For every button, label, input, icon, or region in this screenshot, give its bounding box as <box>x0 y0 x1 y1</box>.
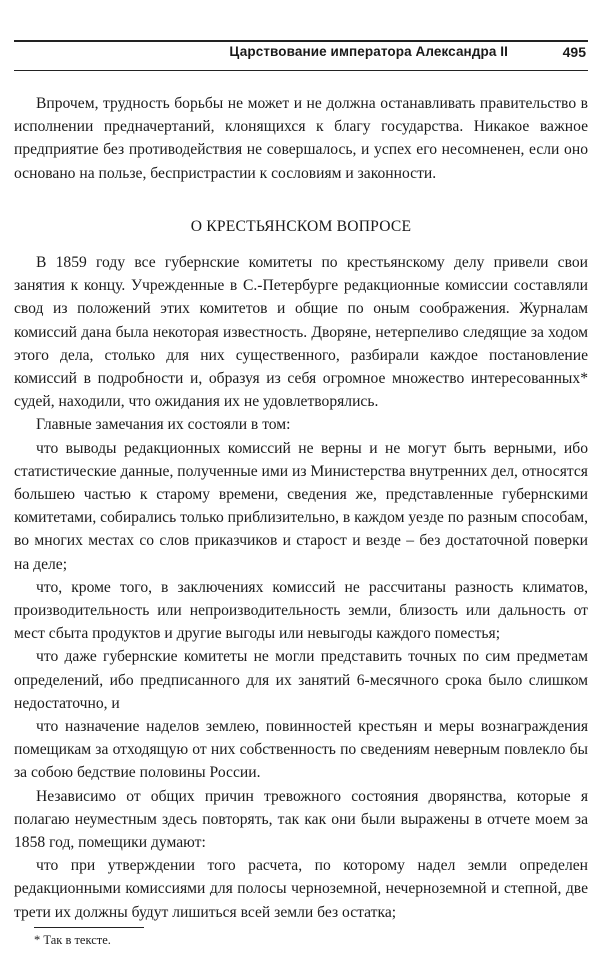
paragraph: что при утверждении того расчета, по которому надел земли определен редакционными комиссиями для полосы черноземной, нечерноземной и степной, две трети их должны будут лишиться всей земли без остатка; <box>14 857 588 921</box>
paragraph: Главные замечания их состояли в том: <box>36 416 291 434</box>
intro-block <box>14 92 588 185</box>
paragraph: что, кроме того, в заключениях комиссий не рассчитаны разность климатов, производительность или непроизводительность земли, близость или дальность от мест сбыта продуктов и другие выгоды или невыгоды каждого поместья; <box>14 578 588 643</box>
paragraph: что выводы редакционных комиссий не верны и не могут быть верными, ибо статистические данные, полученные ими из Министерства внутренних дел, относятся большею частью к старому времени, сведения же, представленные губернскими комитетами, собирались только приблизительно, в каждом уезде по разным способам, во многих местах со слов приказчиков и старост и везде – без достаточной поверки на деле; <box>14 439 589 573</box>
footnote: * Так в тексте. <box>34 933 111 947</box>
section-heading: О КРЕСТЬЯНСКОМ ВОПРОСЕ <box>190 218 412 235</box>
paragraph: что даже губернские комитеты не могли представить точных по сим предметам определений, ибо предписанного для их занятий 6-месячного срока было слишком недостаточно, и <box>14 648 588 712</box>
header-bottom-rule <box>14 70 588 71</box>
running-title: Царствование императора Александра II <box>229 44 508 59</box>
paragraph: В 1859 году все губернские комитеты по крестьянскому делу привели свои занятия к концу. Учрежденные в С.-Петербурге редакционные комиссии составляли свод из положений этих комитетов и общие по оным соображения. Журналам комиссий дана была некоторая известность. Дворяне, нетерпеливо следящие за ходом этого дела, столько для них существенного, разбирали каждое постановление комиссий в подробности и, образуя из себя огромное множество интересованных* судей, находили, что ожидания их не удовлетворялись. <box>14 254 588 411</box>
paragraph: что назначение наделов землею, повинностей крестьян и меры вознаграждения помещикам за отходящую от них собственность по сведениям неверным повлекло бы за собою бедствие половины России. <box>14 718 588 782</box>
header-top-rule <box>14 40 588 42</box>
paragraph: Независимо от общих причин тревожного состояния дворянства, которые я полагаю неуместным здесь повторять, так как они были выражены в отчете моем за 1858 год, помещики думают: <box>14 787 588 852</box>
running-header <box>14 44 588 68</box>
footnote-rule <box>34 927 144 928</box>
section-body <box>14 251 588 924</box>
intro-paragraph: Впрочем, трудность борьбы не может и не должна останавливать правительство в исполнении предначертаний, клонящихся к благу государства. Никакое важное предприятие без противодействия не совершалось, и успех его несомненен, если оно основано на пользе, беспристрастии к сословиям и законности. <box>14 95 588 182</box>
page-number: 495 <box>562 44 586 60</box>
